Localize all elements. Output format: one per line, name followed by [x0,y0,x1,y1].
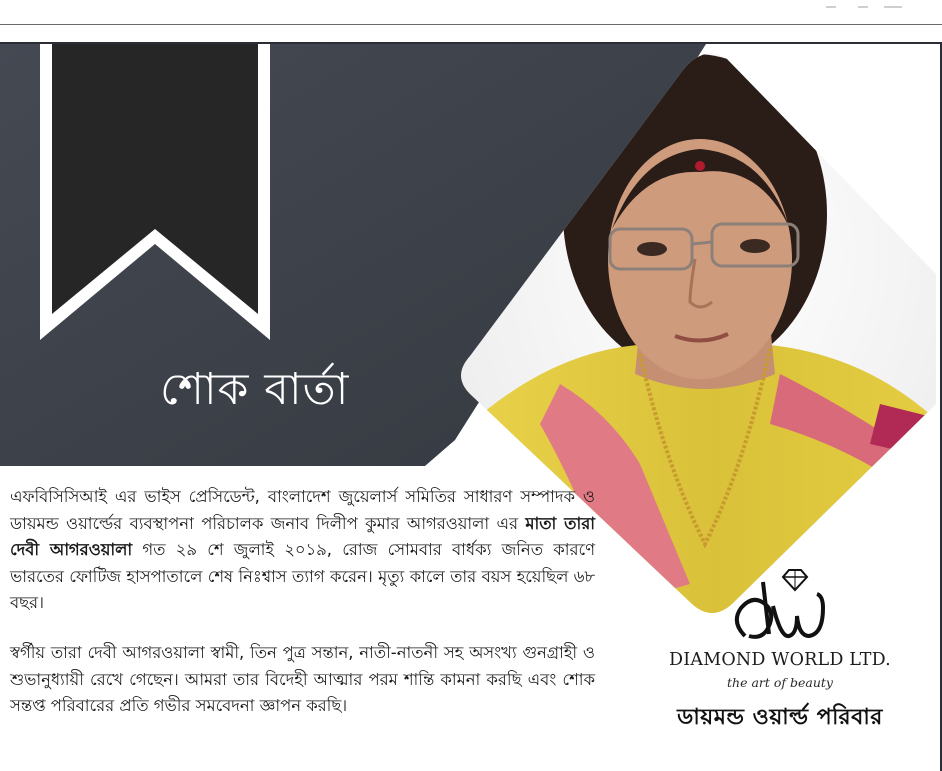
deceased-name: মাতা তারা দেবী আগরওয়ালা [10,513,596,559]
top-strip-mark [826,6,836,8]
headline-title: শোক বার্তা [160,364,350,415]
company-name: DIAMOND WORLD LTD. [669,650,891,670]
message-paragraph-2: স্বর্গীয় তারা দেবী আগরওয়ালা স্বামী, তিন পুত্র সন্তান, নাতী-নাতনী সহ অসংখ্য গুনগ্রাহী ও শুভানুধ্যায়ী রেখে গেছেন। আমরা তার বিদেহী আত্মার পরম শান্তি কামনা করছি এবং শোক সন্তপ্ত পরিবারের প্রতি গভীর সমবেদনা জ্ঞাপন করছি। [10,643,595,715]
family-signature: ডায়মন্ড ওয়ার্ল্ড পরিবার [677,705,883,730]
page-top-strip [0,0,942,25]
obituary-ad [0,42,942,771]
diamond-world-dw-logo-icon [725,564,835,650]
message-paragraph-1 [10,484,595,617]
message-intro: এফবিসিসিআই এর ভাইস প্রেসিডেন্ট, বাংলাদেশ জুয়েলার্স সমিতির সাধারণ সম্পাদক ও ডায়মন্ড ওয়ার্ল্ডের ব্যবস্থাপনা পরিচালক জনাব দিলীপ কুমার আগরওয়ালা এর [10,487,595,533]
top-strip-mark [884,6,902,8]
message-details: গত ২৯ শে জুলাই ২০১৯, রোজ সোমবার বার্ধক্য জনিত কারণে ভারতের ফোটিজ হাসপাতালে শেষ নিঃশ্বাস ত্যাগ করেন। মৃত্যু কালে তার বয়স হয়েছিল ৬৮ বছর। [10,540,595,612]
brand-block [630,564,930,771]
top-strip-mark [858,6,868,8]
company-tagline: the art of beauty [727,675,833,690]
